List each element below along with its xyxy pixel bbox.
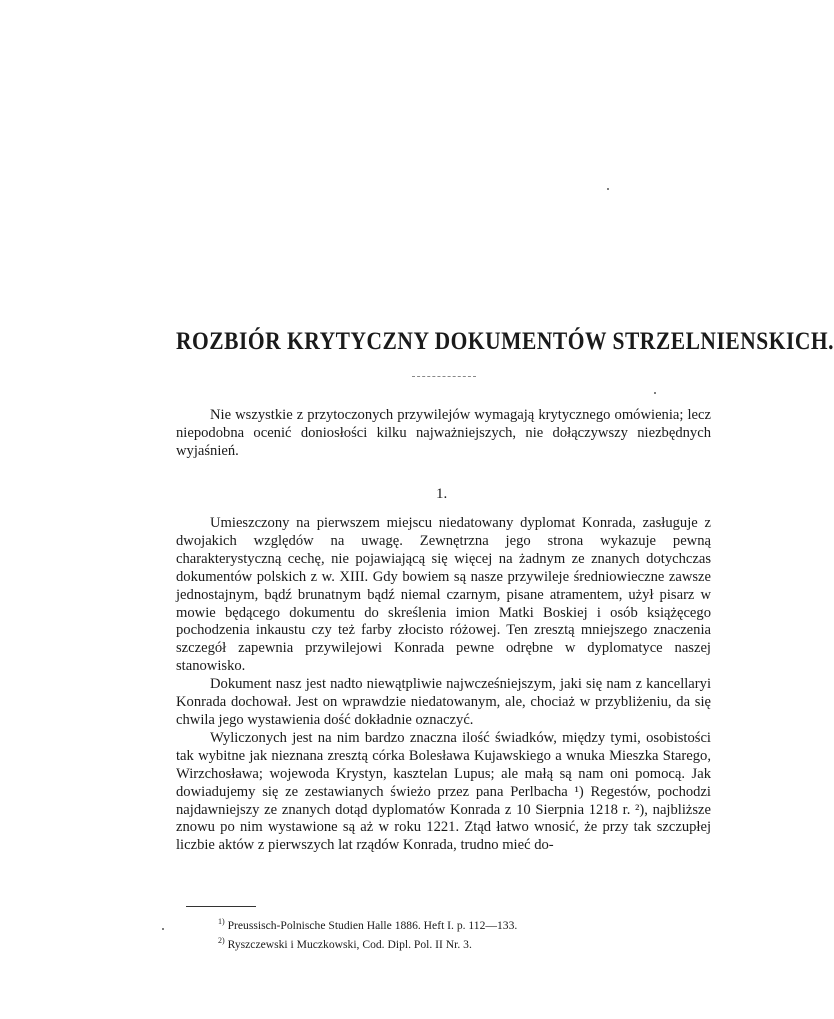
footnote [218, 933, 698, 952]
chapter-title: ROZBIÓR KRYTYCZNY DOKUMENTÓW STRZELNIENSKICH. [176, 328, 834, 355]
section-body [176, 515, 711, 855]
footnote-rule [186, 906, 256, 907]
footnote-mark: 2) [218, 935, 225, 945]
scan-speck [654, 392, 656, 394]
footnote-mark: 1) [218, 917, 225, 926]
title-ornament [412, 376, 476, 383]
footnote [218, 914, 698, 933]
scan-speck [607, 188, 609, 190]
intro-section [176, 407, 711, 461]
paragraph: Dokument nasz jest nadto niewątpliwie najwcześniejszym, jaki się nam z kancellaryi Konrada dochował. Jest on wprawdzie niedatowanym, ale, chociaż w przybliżeniu, da się chwila jego wystawienia dość dokładnie oznaczyć. [176, 676, 711, 728]
intro-paragraph: Nie wszystkie z przytoczonych przywilejów wymagają krytycznego omówienia; lecz niepodobna ocenić doniosłości kilku najważniejszych, nie dołączywszy niezbędnych wyjaśnień. [176, 407, 711, 459]
footnote-text: Ryszczewski i Muczkowski, Cod. Dipl. Pol. II Nr. 3. [227, 937, 472, 951]
scan-speck [162, 928, 164, 930]
footnotes [218, 914, 698, 952]
paragraph: Wyliczonych jest na nim bardzo znaczna ilość świadków, między tymi, osobistości tak wybitne jak nieznana zresztą córka Bolesława Kujawskiego a wnuka Mieszka Starego, Wirzchosława; wojewoda Krystyn, kasztelan Lupus; ale małą są nam oni pomocą. Jak dowiadujemy się ze zestawianych świeżo przez pana Perlbacha ¹) Regestów, pochodzi najdawniejszy ze znanych dotąd dyplomatów Konrada z 10 Sierpnia 1218 r. ²), najbliższe znowu po nim wystawione są aż w roku 1221. Ztąd łatwo wnosić, że przy tak szczupłej liczbie aktów z pierwszych lat rządów Konrada, trudno mieć do- [176, 729, 711, 854]
footnote-text: Preussisch-Polnische Studien Halle 1886. Heft I. p. 112—133. [227, 918, 518, 932]
section-number: 1. [436, 486, 448, 502]
paragraph: Umieszczony na pierwszem miejscu niedatowany dyplomat Konrada, zasługuje z dwojakich względów na uwagę. Zewnętrzna jego strona wykazuje pewną charakterystyczną cechę, nie pojawiającą się więcej na żadnym ze znanych dotychczas dokumentów polskich z w. XIII. Gdy bowiem są nasze przywileje średniowieczne zawsze jednostajnym, bądź brunatnym bądź niemal czarnym, pisane atramentem, użył pisarz w mowie będącego dokumentu do skreślenia imion Matki Boskiej i osób książęcego pochodzenia inkaustu czy też farby złocisto różowej. Ten zresztą mniejszego znaczenia szczegół zapewnia przywilejowi Konrada pewne odrębne w dyplomatyce naszej stanowisko. [176, 515, 711, 675]
